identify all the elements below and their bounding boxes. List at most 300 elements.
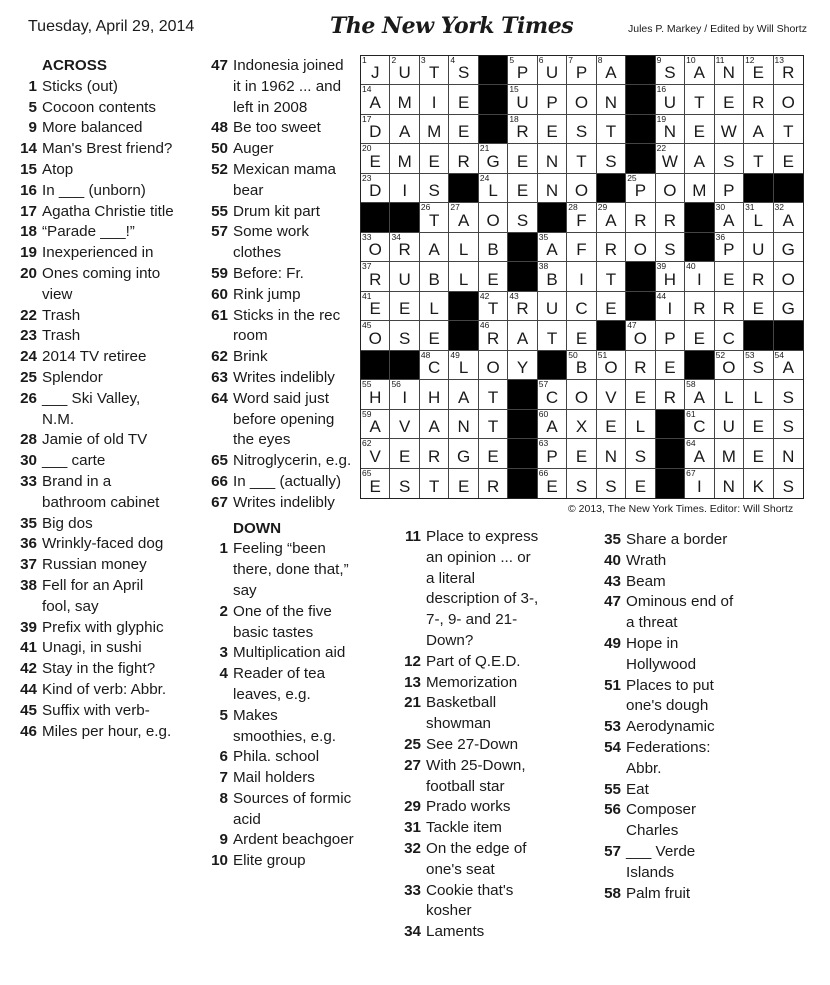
cell-letter: S [399,476,411,496]
across-clue-16[interactable] [6,181,176,202]
grid-cell[interactable] [774,262,803,291]
grid-cell[interactable] [479,203,508,232]
grid-cell[interactable] [508,351,537,380]
across-clue-37[interactable] [6,555,176,576]
grid-cell[interactable] [597,233,626,262]
grid-cell[interactable] [390,380,419,409]
down-clue-47[interactable] [590,592,740,634]
grid-cell[interactable] [420,410,449,439]
down-clue-57[interactable] [590,842,740,884]
across-clue-62[interactable] [197,347,355,368]
down-clue-11[interactable] [390,527,540,652]
across-clue-65[interactable] [197,451,355,472]
down-clue-2[interactable] [197,602,355,644]
grid-cell[interactable] [715,380,744,409]
across-clue-67[interactable] [197,493,355,514]
grid-cell[interactable] [390,439,419,468]
grid-cell[interactable] [597,144,626,173]
grid-cell[interactable] [626,321,655,350]
grid-cell[interactable] [774,115,803,144]
cell-letter: P [723,181,735,201]
grid-cell[interactable] [567,321,596,350]
grid-cell[interactable] [420,85,449,114]
cell-number: 21 [479,143,490,154]
grid-cell[interactable] [449,233,478,262]
grid-block [626,115,655,144]
grid-cell[interactable] [597,56,626,85]
across-clue-39[interactable] [6,618,176,639]
grid-cell[interactable] [508,115,537,144]
grid-cell[interactable] [774,351,803,380]
grid-cell[interactable] [361,469,390,498]
cell-letter: S [782,417,794,437]
across-clue-42[interactable] [6,659,176,680]
grid-cell[interactable] [420,203,449,232]
grid-cell[interactable] [685,56,714,85]
across-clue-50[interactable] [197,139,355,160]
across-clue-20[interactable] [6,264,176,306]
grid-cell[interactable] [774,439,803,468]
across-clue-15[interactable] [6,160,176,181]
grid-cell[interactable] [597,351,626,380]
cell-number: 51 [597,349,608,360]
down-clue-12[interactable] [390,652,540,673]
grid-cell[interactable] [390,56,419,85]
grid-cell[interactable] [390,174,419,203]
across-clue-24[interactable] [6,347,176,368]
grid-cell[interactable] [685,174,714,203]
grid-cell[interactable] [774,56,803,85]
grid-cell[interactable] [774,85,803,114]
down-clue-55[interactable] [590,780,740,801]
grid-cell[interactable] [656,85,685,114]
down-clue-27[interactable] [390,756,540,798]
grid-cell[interactable] [449,85,478,114]
grid-cell[interactable] [656,115,685,144]
grid-cell[interactable] [361,439,390,468]
down-clue-40[interactable] [590,551,740,572]
across-clue-46[interactable] [6,722,176,743]
grid-cell[interactable] [626,469,655,498]
grid-cell[interactable] [656,56,685,85]
grid-cell[interactable] [744,203,773,232]
grid-cell[interactable] [597,410,626,439]
across-clue-18[interactable] [6,222,176,243]
grid-cell[interactable] [567,115,596,144]
grid-cell[interactable] [656,380,685,409]
clue-number: 57 [604,842,621,860]
cell-letter: M [721,446,736,466]
grid-cell[interactable] [774,410,803,439]
grid-cell[interactable] [744,469,773,498]
down-clue-4[interactable] [197,664,355,706]
grid-cell[interactable] [774,203,803,232]
grid-cell[interactable] [420,262,449,291]
grid-cell[interactable] [449,469,478,498]
grid-cell[interactable] [449,380,478,409]
across-clue-25[interactable] [6,368,176,389]
grid-cell[interactable] [685,144,714,173]
grid-cell[interactable] [361,233,390,262]
grid-cell[interactable] [567,469,596,498]
grid-cell[interactable] [449,115,478,144]
grid-cell[interactable] [479,144,508,173]
grid-cell[interactable] [597,203,626,232]
grid-cell[interactable] [774,144,803,173]
grid-cell[interactable] [390,85,419,114]
across-clue-30[interactable] [6,451,176,472]
grid-cell[interactable] [715,292,744,321]
grid-cell[interactable] [715,115,744,144]
grid-cell[interactable] [361,321,390,350]
grid-cell[interactable] [420,439,449,468]
grid-cell[interactable] [774,292,803,321]
grid-cell[interactable] [744,144,773,173]
grid-cell[interactable] [567,174,596,203]
grid-block [449,292,478,321]
grid-cell[interactable] [715,56,744,85]
grid-cell[interactable] [420,56,449,85]
cell-number: 65 [362,467,372,478]
cell-letter: S [399,328,411,348]
cell-number: 13 [774,55,784,65]
grid-cell[interactable] [449,410,478,439]
grid-cell[interactable] [656,174,685,203]
grid-cell[interactable] [656,262,685,291]
down-clue-10[interactable] [197,851,355,872]
across-clue-28[interactable] [6,430,176,451]
grid-cell[interactable] [744,262,773,291]
grid-cell[interactable] [538,439,567,468]
grid-cell[interactable] [626,174,655,203]
down-clue-34[interactable] [390,922,540,943]
down-clue-58[interactable] [590,884,740,905]
grid-cell[interactable] [361,174,390,203]
down-clue-32[interactable] [390,839,540,881]
grid-cell[interactable] [538,174,567,203]
grid-cell[interactable] [390,115,419,144]
grid-cell[interactable] [685,380,714,409]
clue-text: In ___ (unborn) [42,181,146,199]
grid-cell[interactable] [479,351,508,380]
grid-cell[interactable] [567,380,596,409]
down-clue-49[interactable] [590,634,740,676]
grid-cell[interactable] [626,439,655,468]
across-clue-45[interactable] [6,701,176,722]
down-clue-6[interactable] [197,747,355,768]
grid-cell[interactable] [361,380,390,409]
grid-cell[interactable] [656,351,685,380]
grid-cell[interactable] [567,203,596,232]
down-clue-1[interactable] [197,539,355,601]
grid-cell[interactable] [361,56,390,85]
down-clue-5[interactable] [197,706,355,748]
cell-number: 27 [450,202,460,213]
grid-cell[interactable] [567,85,596,114]
grid-cell[interactable] [567,439,596,468]
grid-cell[interactable] [715,410,744,439]
grid-cell[interactable] [361,292,390,321]
grid-cell[interactable] [685,410,714,439]
grid-cell[interactable] [626,233,655,262]
grid-cell[interactable] [715,351,744,380]
grid-cell[interactable] [538,233,567,262]
grid-cell[interactable] [390,410,419,439]
grid-cell[interactable] [744,351,773,380]
grid-cell[interactable] [479,262,508,291]
cell-letter: O [781,92,795,112]
down-clue-21[interactable] [390,693,540,735]
grid-cell[interactable] [538,56,567,85]
grid-cell[interactable] [479,439,508,468]
grid-cell[interactable] [390,144,419,173]
grid-cell[interactable] [597,439,626,468]
across-clue-66[interactable] [197,472,355,493]
grid-cell[interactable] [685,321,714,350]
grid-cell[interactable] [449,439,478,468]
cell-letter: E [428,328,440,348]
grid-cell[interactable] [597,262,626,291]
across-clue-57[interactable] [197,222,355,264]
grid-cell[interactable] [656,292,685,321]
grid-cell[interactable] [361,85,390,114]
cell-letter: H [663,269,677,289]
across-clue-5[interactable] [6,98,176,119]
grid-cell[interactable] [685,292,714,321]
grid-cell[interactable] [744,439,773,468]
grid-cell[interactable] [538,380,567,409]
grid-cell[interactable] [685,85,714,114]
grid-cell[interactable] [479,233,508,262]
grid-cell[interactable] [567,233,596,262]
across-clue-33[interactable] [6,472,176,514]
clue-number: 5 [28,98,37,116]
grid-cell[interactable] [420,292,449,321]
down-clue-3[interactable] [197,643,355,664]
grid-cell[interactable] [744,115,773,144]
grid-cell[interactable] [449,144,478,173]
grid-cell[interactable] [774,469,803,498]
grid-cell[interactable] [390,321,419,350]
across-clue-38[interactable] [6,576,176,618]
grid-cell[interactable] [715,469,744,498]
across-clue-36[interactable] [6,534,176,555]
down-clue-7[interactable] [197,768,355,789]
grid-cell[interactable] [479,321,508,350]
grid-cell[interactable] [715,174,744,203]
grid-cell[interactable] [479,174,508,203]
grid-cell[interactable] [538,85,567,114]
grid-cell[interactable] [538,115,567,144]
down-clue-43[interactable] [590,572,740,593]
grid-cell[interactable] [538,469,567,498]
grid-cell[interactable] [567,144,596,173]
cell-number: 11 [715,55,725,65]
grid-cell[interactable] [390,233,419,262]
grid-cell[interactable] [449,56,478,85]
cell-letter: A [457,210,470,230]
grid-cell[interactable] [508,292,537,321]
down-clue-35[interactable] [590,530,740,551]
across-clue-44[interactable] [6,680,176,701]
grid-cell[interactable] [626,203,655,232]
grid-cell[interactable] [626,380,655,409]
across-clue-41[interactable] [6,638,176,659]
clue-text: Memorization [426,673,518,691]
grid-cell[interactable] [449,351,478,380]
grid-cell[interactable] [744,56,773,85]
grid-cell[interactable] [508,56,537,85]
across-clue-19[interactable] [6,243,176,264]
grid-cell[interactable] [567,410,596,439]
across-clue-17[interactable] [6,202,176,223]
grid-cell[interactable] [538,410,567,439]
grid-block [685,351,714,380]
down-clue-29[interactable] [390,797,540,818]
cell-letter: E [575,328,588,348]
grid-cell[interactable] [508,85,537,114]
clue-text: Composer Charles [626,801,697,840]
grid-cell[interactable] [567,292,596,321]
across-clue-47[interactable] [197,56,355,118]
grid-cell[interactable] [715,321,744,350]
clue-text: Russian money [42,556,147,574]
grid-cell[interactable] [685,262,714,291]
grid-cell[interactable] [449,203,478,232]
down-clue-13[interactable] [390,673,540,694]
grid-cell[interactable] [361,144,390,173]
grid-cell[interactable] [744,292,773,321]
grid-cell[interactable] [626,410,655,439]
cell-letter: E [369,476,381,496]
down-clue-53[interactable] [590,717,740,738]
grid-cell[interactable] [715,203,744,232]
grid-cell[interactable] [508,203,537,232]
grid-cell[interactable] [361,410,390,439]
grid-cell[interactable] [420,144,449,173]
grid-cell[interactable] [508,321,537,350]
grid-cell[interactable] [597,380,626,409]
across-clue-64[interactable] [197,389,355,451]
down-clue-56[interactable] [590,800,740,842]
grid-cell[interactable] [567,56,596,85]
grid-cell[interactable] [420,321,449,350]
grid-cell[interactable] [597,85,626,114]
grid-cell[interactable] [626,351,655,380]
grid-cell[interactable] [420,174,449,203]
grid-cell[interactable] [390,262,419,291]
grid-cell[interactable] [420,233,449,262]
grid-cell[interactable] [685,115,714,144]
grid-cell[interactable] [715,233,744,262]
down-clue-25[interactable] [390,735,540,756]
grid-cell[interactable] [420,115,449,144]
grid-cell[interactable] [508,144,537,173]
grid-cell[interactable] [567,351,596,380]
grid-cell[interactable] [538,321,567,350]
grid-cell[interactable] [656,233,685,262]
grid-cell[interactable] [685,439,714,468]
down-clue-31[interactable] [390,818,540,839]
grid-cell[interactable] [420,380,449,409]
grid-cell[interactable] [479,380,508,409]
grid-cell[interactable] [597,115,626,144]
grid-cell[interactable] [744,410,773,439]
grid-cell[interactable] [449,262,478,291]
grid-cell[interactable] [538,262,567,291]
grid-cell[interactable] [656,144,685,173]
grid-cell[interactable] [420,351,449,380]
across-clue-61[interactable] [197,306,355,348]
down-clue-54[interactable] [590,738,740,780]
clue-number: 64 [211,389,228,407]
across-clue-1[interactable] [6,77,176,98]
down-clue-51[interactable] [590,676,740,718]
grid-cell[interactable] [390,469,419,498]
clue-text: Prefix with glyphic [42,618,164,636]
cell-number: 12 [745,55,755,65]
across-clue-9[interactable] [6,118,176,139]
grid-cell[interactable] [744,380,773,409]
grid-cell[interactable] [744,233,773,262]
across-clue-63[interactable] [197,368,355,389]
cell-letter: R [752,269,765,289]
cell-letter: O [574,92,589,112]
grid-cell[interactable] [715,439,744,468]
grid-cell[interactable] [597,292,626,321]
grid-cell[interactable] [715,85,744,114]
across-clue-55[interactable] [197,202,355,223]
clue-number: 10 [211,852,228,870]
grid-cell[interactable] [479,292,508,321]
grid-cell[interactable] [597,469,626,498]
across-clue-48[interactable] [197,118,355,139]
grid-cell[interactable] [538,292,567,321]
grid-cell[interactable] [685,469,714,498]
across-clue-60[interactable] [197,285,355,306]
across-clue-14[interactable] [6,139,176,160]
cell-letter: O [663,181,677,201]
across-clue-35[interactable] [6,514,176,535]
grid-cell[interactable] [715,144,744,173]
grid-cell[interactable] [774,233,803,262]
grid-cell[interactable] [420,469,449,498]
across-clue-52[interactable] [197,160,355,202]
grid-cell[interactable] [538,144,567,173]
grid-cell[interactable] [744,85,773,114]
grid-cell[interactable] [361,262,390,291]
down-clue-33[interactable] [390,881,540,923]
cell-number: 44 [656,290,667,301]
grid-cell[interactable] [656,321,685,350]
grid-cell[interactable] [390,292,419,321]
across-clue-26[interactable] [6,389,176,431]
grid-cell[interactable] [508,174,537,203]
grid-cell[interactable] [656,203,685,232]
down-clue-9[interactable] [197,830,355,851]
grid-cell[interactable] [715,262,744,291]
across-clue-59[interactable] [197,264,355,285]
grid-cell[interactable] [361,115,390,144]
grid-cell[interactable] [567,262,596,291]
grid-cell[interactable] [774,380,803,409]
clue-number: 33 [404,881,421,899]
grid-cell[interactable] [479,410,508,439]
across-clue-22[interactable] [6,306,176,327]
down-clue-8[interactable] [197,789,355,831]
grid-cell[interactable] [479,469,508,498]
across-clue-23[interactable] [6,326,176,347]
